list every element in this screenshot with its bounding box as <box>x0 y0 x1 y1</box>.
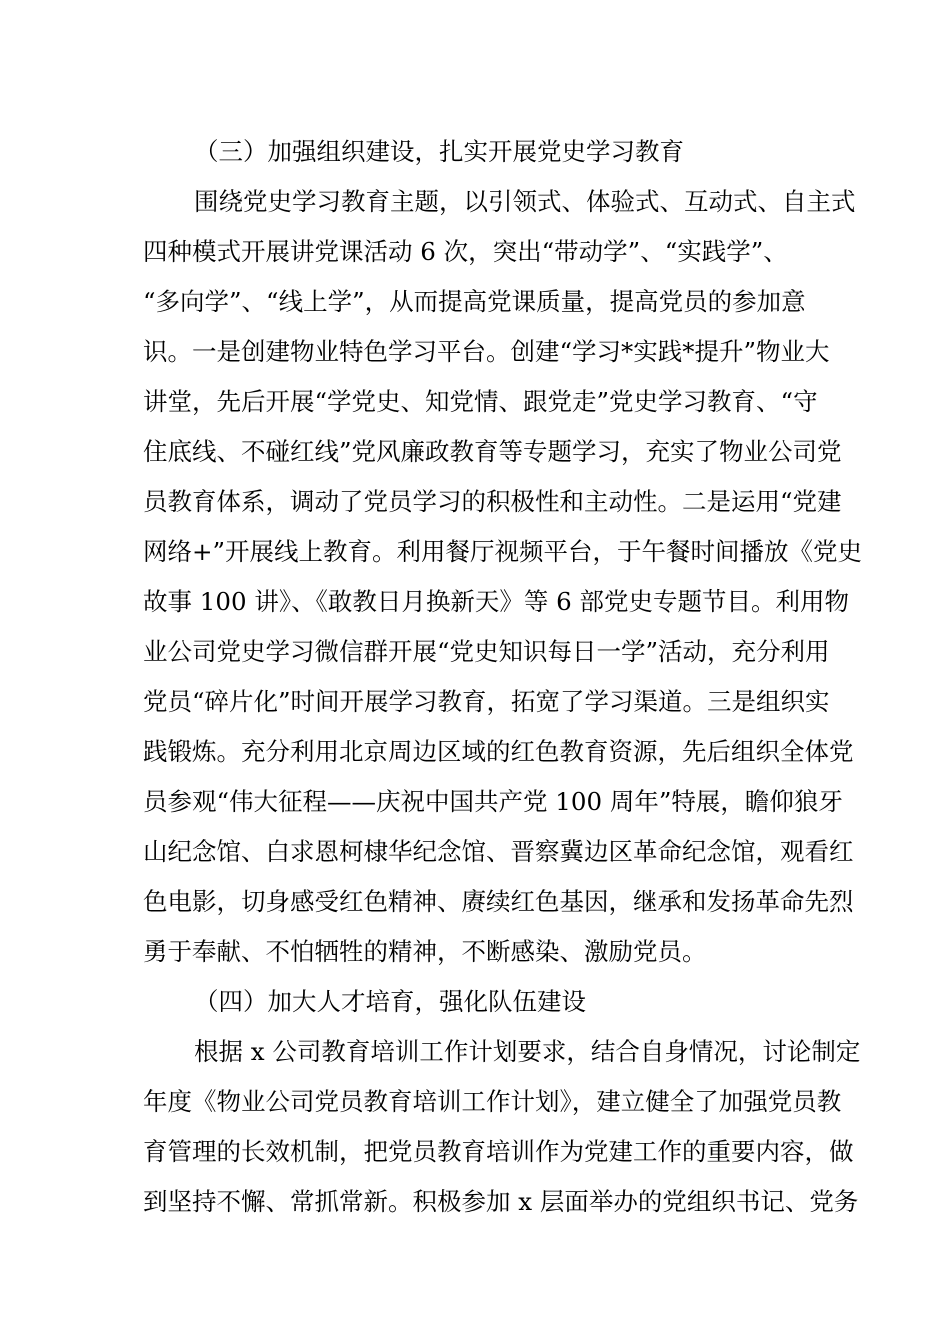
paragraph-line: 色电影，切身感受红色精神、赓续红色基因，继承和发扬革命先烈 <box>143 887 854 916</box>
paragraph-line: 故事 100 讲》、《敢教日月换新天》等 6 部党史专题节目。利用物 <box>143 587 849 616</box>
section-heading-four: （四）加大人才培育，强化队伍建设 <box>194 987 586 1016</box>
paragraph-line: “多向学”、“线上学”，从而提高党课质量，提高党员的参加意 <box>143 287 806 316</box>
paragraph-line: 到坚持不懈、常抓常新。积极参加 x 层面举办的党组织书记、党务 <box>143 1187 859 1216</box>
paragraph-line: 讲堂，先后开展“学党史、知党情、跟党走”党史学习教育、“守 <box>143 387 818 416</box>
paragraph-line: 勇于奉献、不怕牺牲的精神，不断感染、激励党员。 <box>143 937 707 966</box>
paragraph-line: 四种模式开展讲党课活动 6 次，突出“带动学”、“实践学”、 <box>143 237 788 266</box>
paragraph-line: 员参观“伟大征程——庆祝中国共产党 100 周年”特展，瞻仰狼牙 <box>143 787 843 816</box>
paragraph-line: 围绕党史学习教育主题，以引领式、体验式、互动式、自主式 <box>194 187 856 216</box>
paragraph-line: 育管理的长效机制，把党员教育培训作为党建工作的重要内容，做 <box>143 1137 854 1166</box>
paragraph-line: 山纪念馆、白求恩柯棣华纪念馆、晋察冀边区革命纪念馆，观看红 <box>143 837 854 866</box>
paragraph-line: 根据 x 公司教育培训工作计划要求，结合自身情况，讨论制定 <box>194 1037 861 1066</box>
paragraph-line: 住底线、不碰红线”党风廉政教育等专题学习，充实了物业公司党 <box>143 437 842 466</box>
paragraph-line: 识。一是创建物业特色学习平台。创建“学习*实践*提升”物业大 <box>143 337 830 366</box>
paragraph-line: 年度《物业公司党员教育培训工作计划》，建立健全了加强党员教 <box>143 1087 842 1116</box>
section-heading-three: （三）加强组织建设，扎实开展党史学习教育 <box>194 137 684 166</box>
paragraph-line: 网络+”开展线上教育。利用餐厅视频平台，于午餐时间播放《党史 <box>143 537 863 566</box>
paragraph-line: 党员“碎片化”时间开展学习教育，拓宽了学习渠道。三是组织实 <box>143 687 830 716</box>
paragraph-line: 践锻炼。充分利用北京周边区域的红色教育资源，先后组织全体党 <box>143 737 854 766</box>
paragraph-line: 业公司党史学习微信群开展“党史知识每日一学”活动，充分利用 <box>143 637 830 666</box>
paragraph-line: 员教育体系，调动了党员学习的积极性和主动性。二是运用“党建 <box>143 487 842 516</box>
